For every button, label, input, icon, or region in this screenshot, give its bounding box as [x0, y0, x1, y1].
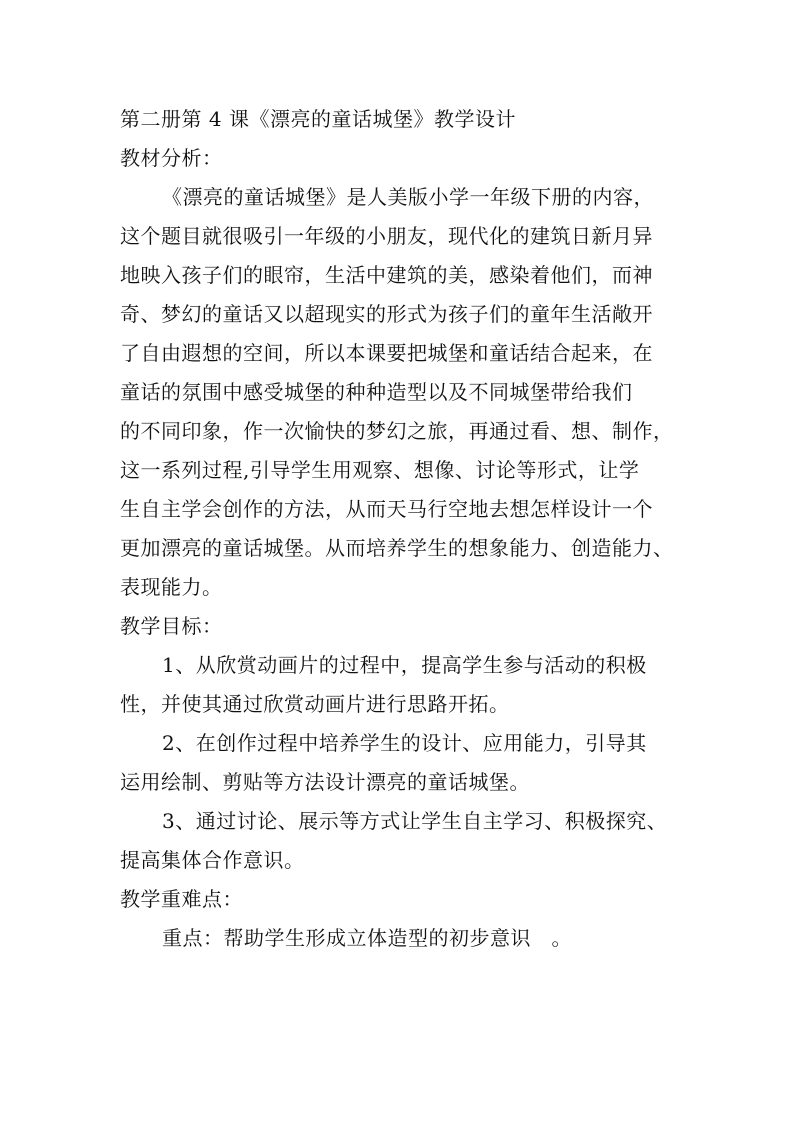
analysis-line: 童话的氛围中感受城堡的种种造型以及不同城堡带给我们	[120, 380, 633, 404]
section-heading-goals: 教学目标：	[120, 614, 223, 638]
goal-2-line: 运用绘制、剪贴等方法设计漂亮的童话城堡。	[120, 770, 530, 794]
section-heading-key-points: 教学重难点：	[120, 887, 243, 911]
goal-3-line: 3、通过讨论、展示等方式让学生自主学习、积极探究、	[162, 809, 668, 833]
document-page	[120, 100, 680, 958]
goal-3-line: 提高集体合作意识。	[120, 848, 305, 872]
analysis-line: 表现能力。	[120, 575, 223, 599]
goal-2-line: 2、在创作过程中培养学生的设计、应用能力，引导其	[162, 731, 647, 755]
goal-1-line: 1、从欣赏动画片的过程中，提高学生参与活动的积极	[162, 653, 647, 677]
analysis-line: 了自由遐想的空间，所以本课要把城堡和童话结合起来，在	[120, 341, 653, 365]
key-point-line: 重点：帮助学生形成立体造型的初步意识 。	[162, 926, 572, 950]
document-title: 第二册第 4 课《漂亮的童话城堡》教学设计	[120, 107, 516, 131]
analysis-line: 奇、梦幻的童话又以超现实的形式为孩子们的童年生活敞开	[120, 302, 653, 326]
analysis-line: 这个题目就很吸引一年级的小朋友，现代化的建筑日新月异	[120, 224, 653, 248]
analysis-line: 的不同印象，作一次愉快的梦幻之旅，再通过看、想、制作，	[120, 419, 674, 443]
analysis-line: 这一系列过程,引导学生用观察、想像、讨论等形式，让学	[120, 458, 640, 482]
analysis-line: 地映入孩子们的眼帘，生活中建筑的美，感染着他们，而神	[120, 263, 653, 287]
analysis-line: 《漂亮的童话城堡》是人美版小学一年级下册的内容，	[162, 185, 654, 209]
section-heading-analysis: 教材分析：	[120, 146, 223, 170]
goal-1-line: 性，并使其通过欣赏动画片进行思路开拓。	[120, 692, 510, 716]
analysis-line: 更加漂亮的童话城堡。从而培养学生的想象能力、创造能力、	[120, 536, 674, 560]
analysis-line: 生自主学会创作的方法，从而天马行空地去想怎样设计一个	[120, 497, 653, 521]
